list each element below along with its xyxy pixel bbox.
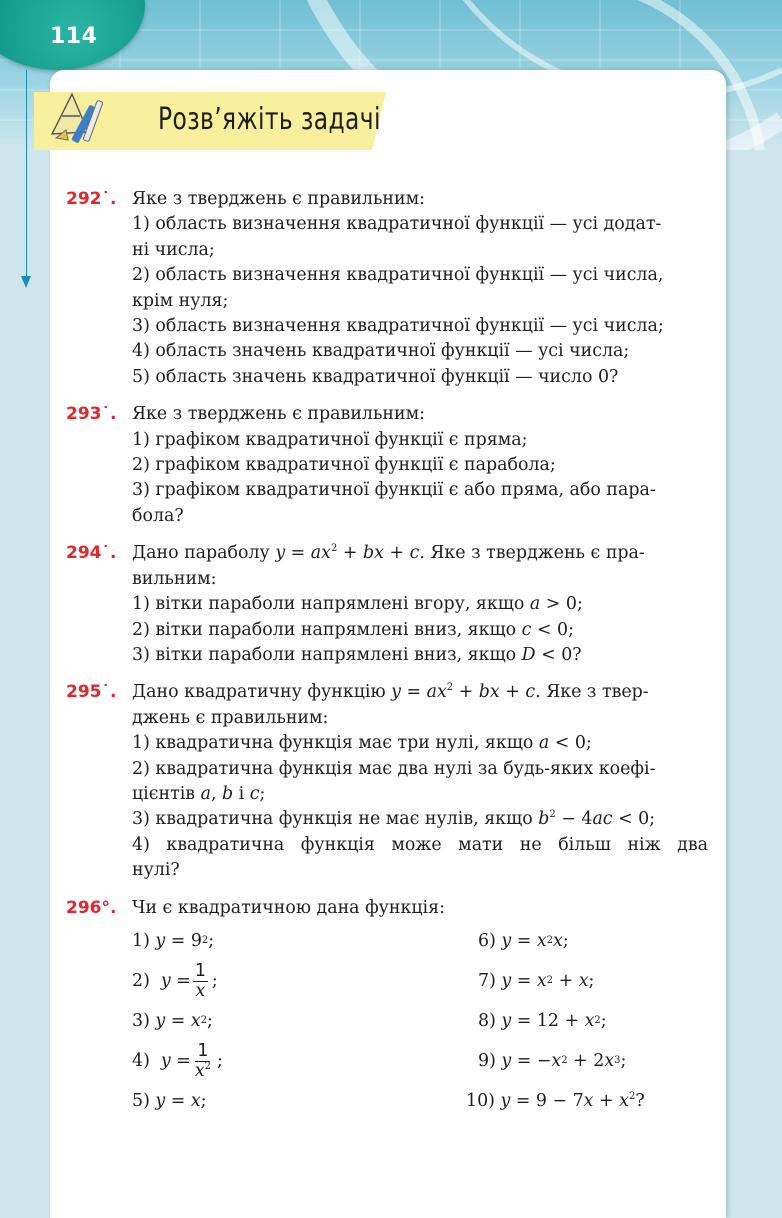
problem-text-line: 1) графіком квадратичної функції є пряма; (132, 429, 528, 450)
drawing-tools-icon (42, 86, 112, 154)
problem-text-line: 3) графіком квадратичної функції є або пряма, або пара- (132, 480, 656, 501)
problem-number: 295˙. (66, 682, 117, 703)
problem-number: 294˙. (66, 543, 117, 564)
option-9: 9) y = − x 2 + 2 x 3 ; (478, 1050, 627, 1071)
problem-text-line: 1) вітки параболи напрямлені вгору, якщо a > 0; (132, 594, 583, 615)
problem-text-line: 1) квадратична функція має три нулі, якщо a < 0; (132, 733, 592, 754)
option-5: 5) y = x ; (132, 1090, 207, 1111)
problem-text-line: нулі? (132, 860, 180, 881)
problem-text-line: 2) вітки параболи напрямлені вниз, якщо c < 0; (132, 619, 574, 640)
down-arrow-icon (21, 276, 31, 288)
problem-text-line: бола? (132, 505, 184, 526)
problems-list (66, 187, 708, 1133)
problem-text-line: вильним: (132, 568, 217, 589)
problem-292 (66, 187, 708, 390)
fraction: $\frac{1}{x^2}$ (194, 1040, 212, 1081)
problem-text-line: 4) квадратична функція може мати не більш ніж два (132, 834, 708, 855)
side-line (26, 70, 27, 280)
option-8: 8) y = 12 + x 2 ; (478, 1010, 607, 1031)
problem-295 (66, 680, 708, 883)
problem-text-line: ні числа; (132, 239, 215, 260)
problem-number: 293˙. (66, 404, 117, 425)
problem-text-line: Яке з тверджень є правильним: (132, 189, 425, 209)
problem-number: 292˙. (66, 189, 117, 209)
problem-text-line: 2) квадратична функція має два нулі за будь-яких коефі- (132, 758, 656, 779)
problem-number: 296°. (66, 897, 117, 918)
problem-293 (66, 402, 708, 529)
problem-text-line: 1) область визначення квадратичної функції — усі додат- (132, 214, 662, 235)
problem-text-line: Яке з тверджень є правильним: (132, 404, 425, 425)
problem-text-line: 4) область значень квадратичної функції — усі числа; (132, 341, 630, 362)
function-options-grid (132, 922, 708, 1121)
option-1: 1) y = 9 2 ; (132, 930, 215, 951)
option-6: 6) y = x 2 x ; (478, 930, 569, 951)
problem-text-line: 2) графіком квадратичної функції є парабола; (132, 455, 556, 476)
problem-text-line: джень є правильним: (132, 707, 329, 728)
option-10: 10) $y = 9 - 7x + x^2$? (466, 1090, 645, 1111)
problem-text-line: крім нуля; (132, 290, 229, 311)
option-7: 7) y = x 2 + x ; (478, 970, 595, 991)
problem-294 (66, 541, 708, 668)
problem-text-line: Дано параболу $y = ax^2$ + bx + c. Яке з тверджень є пра- (132, 543, 645, 564)
problem-text-line: 2) область визначення квадратичної функції — усі числа, (132, 265, 664, 286)
problem-text-line: 3) вітки параболи напрямлені вниз, якщо D < 0? (132, 644, 582, 665)
fraction: $\frac{1}{x}$ (194, 960, 206, 1001)
section-title: Розв’яжіть задачі (158, 102, 381, 137)
problem-text-line: 5) область значень квадратичної функції — число 0? (132, 366, 619, 387)
problem-text-line: Дано квадратичну функцію $y = ax^2$ + bx + c. Яке з твер- (132, 682, 649, 703)
problem-text-line: цієнтів a, b і c; (132, 783, 266, 804)
problem-296 (66, 896, 708, 1121)
problem-text-line: 3) квадратична функція не має нулів, якщо $b^2 - 4ac < 0$; (132, 809, 656, 830)
problem-text-line: Чи є квадратичною дана функція: (132, 897, 445, 918)
option-4: 4) y = $\frac{1}{x^2}$ ; (132, 1040, 223, 1081)
problem-text-line: 3) область визначення квадратичної функції — усі числа; (132, 316, 664, 337)
option-3: 3) y = x 2 ; (132, 1010, 213, 1031)
option-2: 2) y = $\frac{1}{x}$ ; (132, 960, 218, 1001)
page-number: 114 (50, 24, 98, 49)
